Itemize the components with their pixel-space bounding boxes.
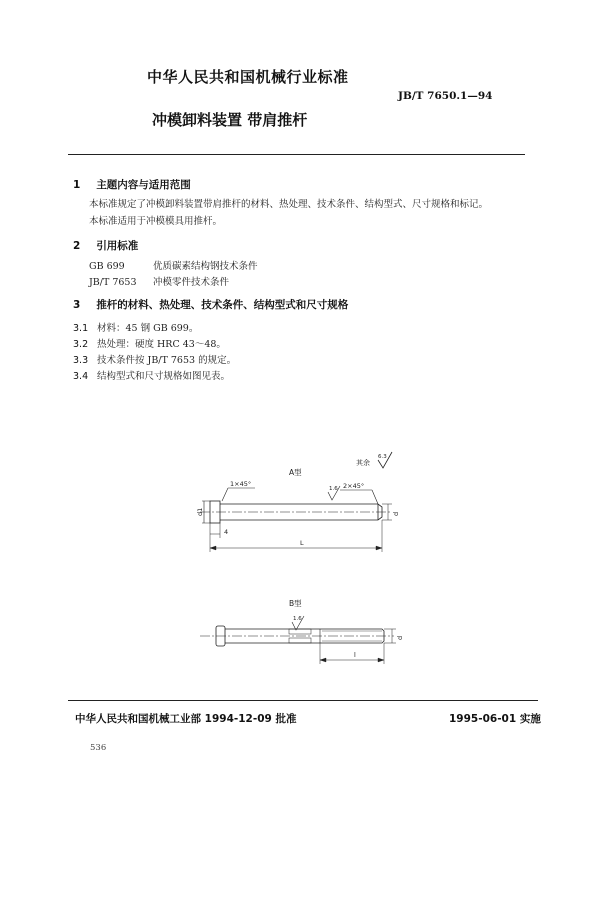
clause-number: 3.1 <box>73 323 89 334</box>
reference-code: JB/T 7653 <box>89 277 137 288</box>
roughness-note-value: 6.3 <box>378 454 387 460</box>
section-1-line-2: 本标准适用于冲模模具用推杆。 <box>89 216 223 227</box>
clause-number: 3.3 <box>73 355 89 366</box>
section-1-title: 主题内容与适用范围 <box>96 179 191 191</box>
type-a-dim-L: L <box>300 539 304 547</box>
clause-number: 3.4 <box>73 371 89 382</box>
type-a-rod <box>196 480 400 552</box>
section-1-line-1: 本标准规定了冲模卸料装置带肩推杆的材料、热处理、技术条件、结构型式、尺寸规格和标记。 <box>89 199 489 210</box>
type-a-dim-d: d <box>392 511 400 516</box>
approval-statement: 中华人民共和国机械工业部 1994-12-09 批准 <box>75 713 297 725</box>
reference-name: 优质碳素结构钢技术条件 <box>153 261 258 272</box>
chamfer-1-label: 1×45° <box>230 480 252 488</box>
document-title: 冲模卸料装置 带肩推杆 <box>152 111 308 129</box>
section-2-title: 引用标准 <box>96 240 139 252</box>
section-1-number: 1 <box>73 179 81 191</box>
type-b-label: B型 <box>289 599 302 608</box>
standard-number: JB/T 7650.1—94 <box>398 90 493 102</box>
general-roughness-note <box>356 452 392 468</box>
type-a-label: A型 <box>289 468 302 477</box>
page-number: 536 <box>90 743 107 753</box>
type-b-dim-l: l <box>354 651 356 659</box>
effective-date: 1995-06-01 实施 <box>449 713 541 725</box>
type-b-roughness-value: 1.6 <box>293 616 302 622</box>
type-a-roughness-value: 1.6 <box>329 486 338 492</box>
issuing-body-title: 中华人民共和国机械行业标准 <box>147 68 349 86</box>
clause-text: 技术条件按 JB/T 7653 的规定。 <box>97 355 237 366</box>
type-b-dim-d: d <box>396 635 404 640</box>
chamfer-2-label: 2×45° <box>343 482 365 490</box>
section-3-title: 推杆的材料、热处理、技术条件、结构型式和尺寸规格 <box>96 299 349 311</box>
section-2-number: 2 <box>73 240 81 252</box>
section-3-number: 3 <box>73 299 81 311</box>
clause-text: 结构型式和尺寸规格如图见表。 <box>97 371 231 382</box>
reference-code: GB 699 <box>89 261 125 272</box>
roughness-note-text: 其余 <box>356 459 370 467</box>
footer-divider <box>68 700 538 701</box>
reference-name: 冲模零件技术条件 <box>153 277 230 288</box>
clause-text: 热处理：硬度 HRC 43～48。 <box>97 339 226 350</box>
clause-text: 材料：45 钢 GB 699。 <box>97 323 199 334</box>
type-a-dim-4: 4 <box>224 528 229 536</box>
type-a-dim-d1: d1 <box>196 507 204 516</box>
clause-number: 3.2 <box>73 339 89 350</box>
type-b-rod <box>200 616 404 664</box>
